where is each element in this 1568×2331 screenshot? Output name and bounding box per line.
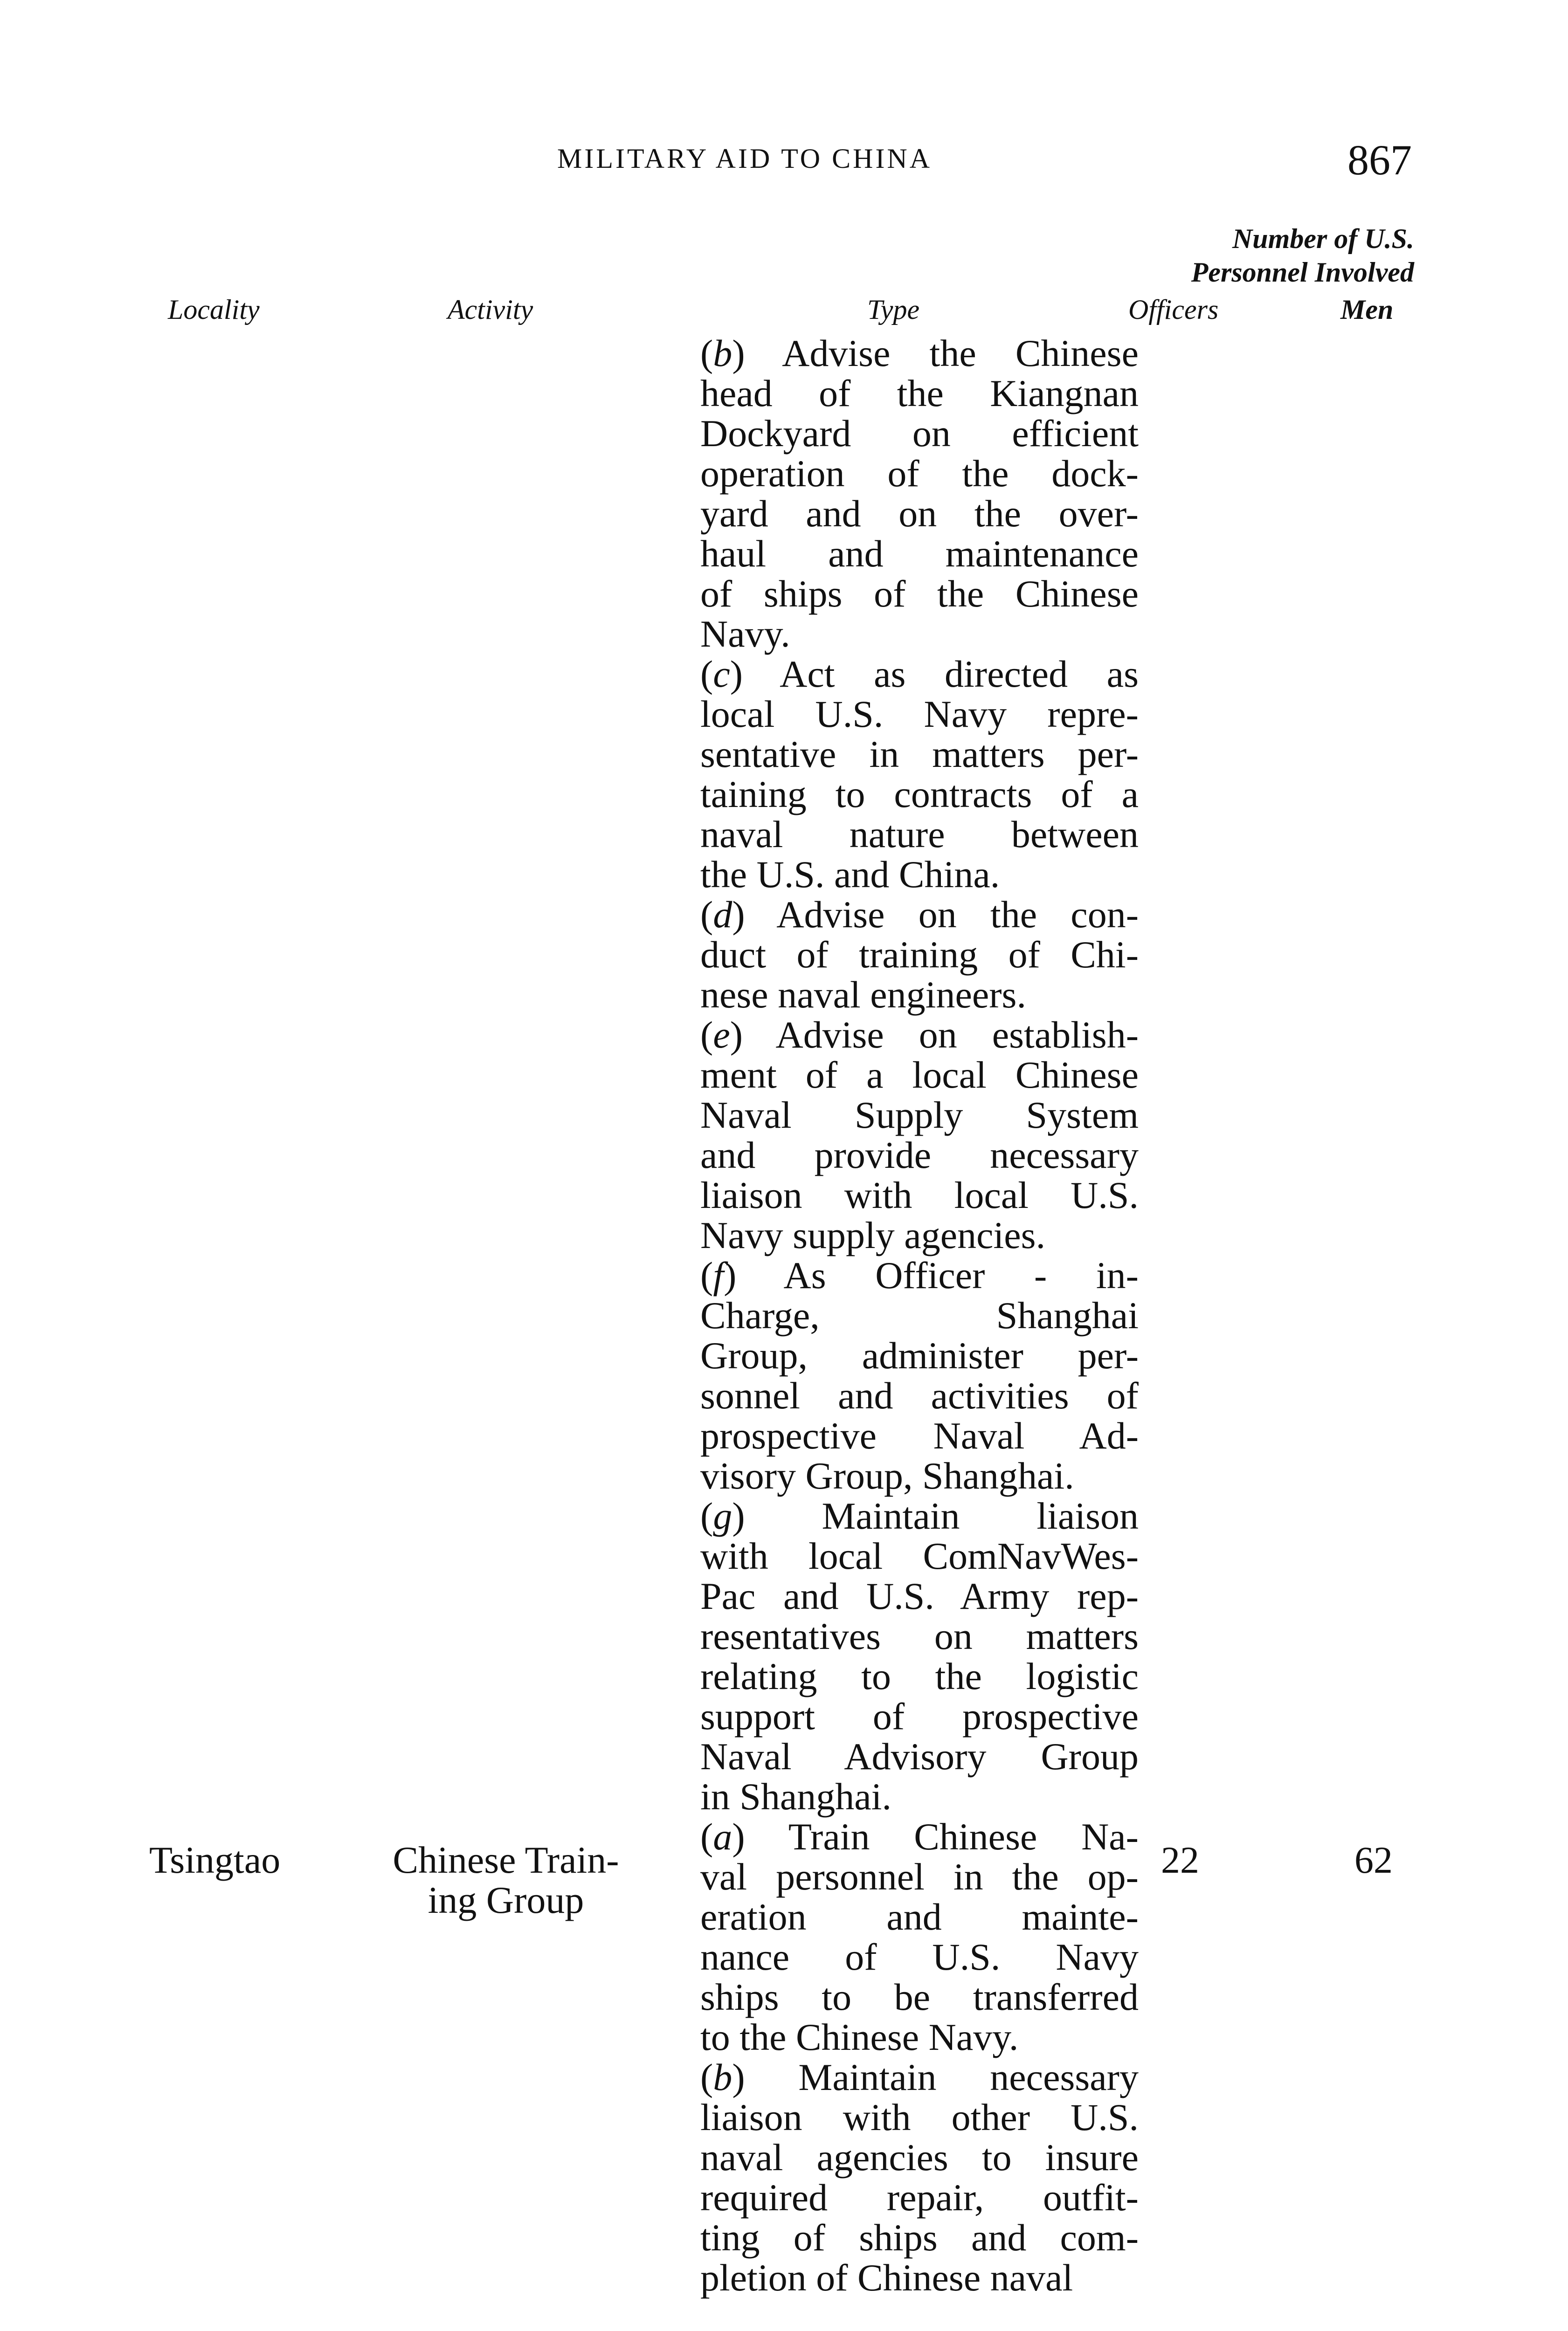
heading-men: Men bbox=[1340, 294, 1394, 325]
type-line: (e) Advise on establish- bbox=[700, 1014, 1139, 1056]
type-line: Navy supply agencies. bbox=[700, 1214, 1046, 1256]
heading-activity: Activity bbox=[448, 294, 533, 325]
locality-tsingtao: Tsingtao bbox=[149, 1839, 281, 1881]
type-line: (g) Maintain liaison bbox=[700, 1495, 1139, 1537]
type-line: ting of ships and com- bbox=[700, 2216, 1139, 2259]
type-line: (b) Maintain necessary bbox=[700, 2056, 1139, 2098]
type-line: (c) Act as directed as bbox=[700, 653, 1139, 695]
type-line: head of the Kiangnan bbox=[700, 372, 1139, 414]
type-line: Dockyard on efficient bbox=[700, 412, 1139, 455]
type-line: (a) Train Chinese Na- bbox=[700, 1815, 1139, 1858]
type-line: duct of training of Chi- bbox=[700, 933, 1139, 976]
type-line: haul and maintenance bbox=[700, 532, 1139, 575]
type-line: val personnel in the op- bbox=[700, 1855, 1139, 1898]
men-count: 62 bbox=[1354, 1839, 1393, 1881]
type-line: (f) As Officer - in- bbox=[700, 1254, 1139, 1297]
page-number: 867 bbox=[1347, 136, 1412, 184]
type-line: eration and mainte- bbox=[700, 1896, 1139, 1938]
item-letter: b bbox=[713, 2056, 732, 2098]
type-line: visory Group, Shanghai. bbox=[700, 1455, 1074, 1497]
type-line: and provide necessary bbox=[700, 1134, 1139, 1176]
item-letter: g bbox=[713, 1495, 732, 1537]
type-line: taining to contracts of a bbox=[700, 773, 1139, 815]
type-line: (b) Advise the Chinese bbox=[700, 332, 1139, 374]
type-line: sonnel and activities of bbox=[700, 1374, 1139, 1417]
type-line: support of prospective bbox=[700, 1695, 1139, 1738]
type-line: to the Chinese Navy. bbox=[700, 2016, 1019, 2058]
type-line: liaison with other U.S. bbox=[700, 2096, 1139, 2138]
item-letter: e bbox=[713, 1014, 730, 1056]
type-line: (d) Advise on the con- bbox=[700, 893, 1139, 936]
type-line: naval agencies to insure bbox=[700, 2136, 1139, 2179]
heading-type: Type bbox=[867, 294, 920, 325]
type-line: required repair, outfit- bbox=[700, 2176, 1139, 2219]
type-line: sentative in matters per- bbox=[700, 733, 1139, 775]
type-column-text bbox=[700, 333, 1139, 2298]
heading-locality: Locality bbox=[168, 294, 260, 325]
heading-officers: Officers bbox=[1128, 294, 1219, 325]
running-title: MILITARY AID TO CHINA bbox=[557, 143, 933, 174]
type-line: ment of a local Chinese bbox=[700, 1054, 1139, 1096]
type-line: resentatives on matters bbox=[700, 1615, 1139, 1657]
type-line: nese naval engineers. bbox=[700, 973, 1026, 1016]
type-line: with local ComNavWes- bbox=[700, 1535, 1139, 1577]
type-line: nance of U.S. Navy bbox=[700, 1936, 1139, 1978]
activity-line-2: ing Group bbox=[428, 1879, 584, 1921]
type-line: operation of the dock- bbox=[700, 452, 1139, 495]
item-letter: f bbox=[713, 1254, 724, 1297]
item-letter: c bbox=[713, 653, 730, 695]
type-line: liaison with local U.S. bbox=[700, 1174, 1139, 1216]
item-letter: b bbox=[713, 332, 732, 374]
type-line: prospective Naval Ad- bbox=[700, 1414, 1139, 1457]
activity-chinese-training-group bbox=[366, 1840, 646, 1920]
activity-line-1: Chinese Train- bbox=[393, 1839, 619, 1881]
heading-number-of-us: Number of U.S. bbox=[1232, 223, 1414, 254]
type-line: ships to be transferred bbox=[700, 1976, 1139, 2018]
type-line: pletion of Chinese naval bbox=[700, 2256, 1073, 2299]
type-line: of ships of the Chinese bbox=[700, 572, 1139, 615]
type-line: yard and on the over- bbox=[700, 492, 1139, 535]
item-letter: d bbox=[713, 893, 732, 936]
type-line: naval nature between bbox=[700, 813, 1139, 855]
type-line: Group, administer per- bbox=[700, 1334, 1139, 1377]
type-line: Naval Supply System bbox=[700, 1094, 1139, 1136]
type-line: Navy. bbox=[700, 613, 790, 655]
type-line: local U.S. Navy repre- bbox=[700, 693, 1139, 735]
type-line: Charge, Shanghai bbox=[700, 1294, 1139, 1337]
type-line: in Shanghai. bbox=[700, 1775, 891, 1818]
officers-count: 22 bbox=[1161, 1839, 1199, 1881]
type-line: the U.S. and China. bbox=[700, 853, 1000, 896]
type-line: Pac and U.S. Army rep- bbox=[700, 1575, 1139, 1617]
heading-personnel-involved: Personnel Involved bbox=[1191, 257, 1414, 288]
type-line: Naval Advisory Group bbox=[700, 1735, 1139, 1778]
item-letter: a bbox=[713, 1815, 732, 1858]
type-line: relating to the logistic bbox=[700, 1655, 1139, 1697]
